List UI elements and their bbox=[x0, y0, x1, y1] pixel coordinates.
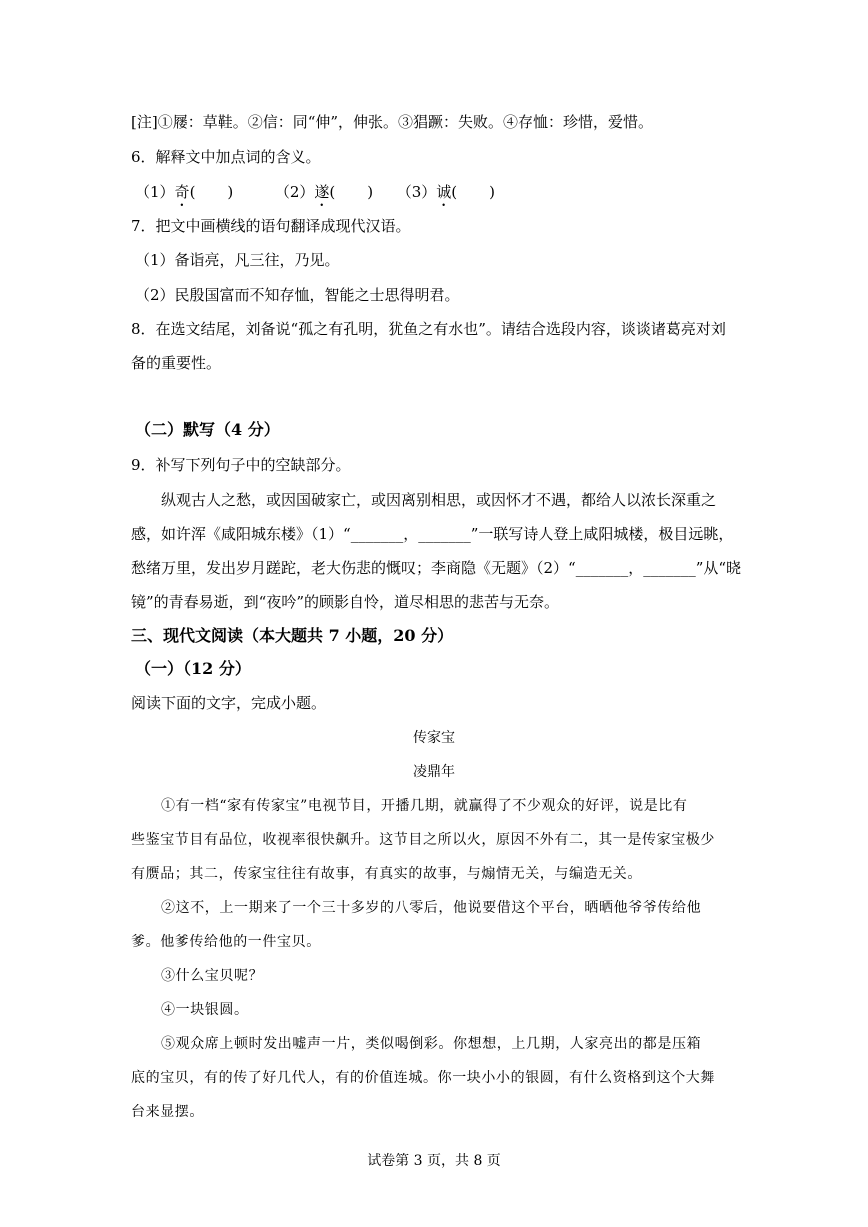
section-heading-moxie: （二）默写（4 分） bbox=[135, 420, 280, 439]
question-6-stem: 6．解释文中加点词的含义。 bbox=[131, 148, 321, 166]
q6-dotted-word-1: 奇 bbox=[174, 183, 190, 201]
article-para-1-line-3: 有赝品；其二，传家宝往往有故事，有真实的故事，与煽情无关，与编造无关。 bbox=[131, 866, 642, 882]
question-8-line-1: 8．在选文结尾，刘备说“孤之有孔明，犹鱼之有水也”。请结合选段内容，谈谈诸葛亮对刘 bbox=[131, 320, 726, 338]
question-7-sentence-1: （1）备诣亮，凡三往，乃见。 bbox=[135, 251, 340, 269]
question-9-para-line-1: 纵观古人之愁，或因国破家亡，或因离别相思，或因怀才不遇，都给人以浓长深重之 bbox=[161, 491, 717, 509]
q6-item-3: （3）诚( ) bbox=[396, 183, 495, 201]
question-9-para-line-3: 愁绪万里，发出岁月蹉跎，老大伤悲的慨叹；李商隐《无题》（2）“_______，_______”从“晓 bbox=[131, 559, 742, 577]
article-title: 传家宝 bbox=[413, 730, 455, 746]
article-para-5-line-1: ⑤观众席上顿时发出嘘声一片，类似喝倒彩。你想想，上几期，人家亮出的都是压箱 bbox=[161, 1036, 702, 1052]
subsection-heading-1: （一）（12 分） bbox=[135, 659, 251, 678]
question-7-sentence-2: （2）民殷国富而不知存恤，智能之士思得明君。 bbox=[135, 286, 460, 304]
article-para-4: ④一块银圆。 bbox=[161, 1002, 249, 1018]
article-para-1-line-1: ①有一档“家有传家宝”电视节目，开播几期，就赢得了不少观众的好评，说是比有 bbox=[161, 798, 688, 814]
q6-item-2: （2）遂( ) bbox=[274, 183, 374, 201]
q6-dotted-word-3: 诚 bbox=[436, 183, 452, 201]
article-para-2-line-1: ②这不，上一期来了一个三十多岁的八零后，他说要借这个平台，晒晒他爷爷传给他 bbox=[161, 900, 702, 916]
question-9-para-line-2: 感，如许浑《咸阳城东楼》（1）“_______，_______”一联写诗人登上咸阳城楼，极目远眺， bbox=[131, 525, 734, 543]
article-author: 凌鼎年 bbox=[413, 764, 455, 780]
article-para-5-line-3: 台来显摆。 bbox=[131, 1104, 204, 1120]
q6-item-1: （1）奇( ) bbox=[135, 183, 234, 201]
article-para-5-line-2: 底的宝贝，有的传了好几代人，有的价值连城。你一块小小的银圆，有什么资格到这个大舞 bbox=[131, 1070, 715, 1086]
reading-instruction: 阅读下面的文字，完成小题。 bbox=[131, 694, 327, 712]
page-footer: 试卷第 3 页，共 8 页 bbox=[367, 1153, 501, 1169]
q6-dotted-word-2: 遂 bbox=[314, 183, 330, 201]
question-6-items bbox=[135, 182, 495, 210]
question-8-line-2: 备的重要性。 bbox=[131, 354, 222, 372]
article-para-1-line-2: 些鉴宝节目有品位，收视率很快飙升。这节目之所以火，原因不外有二，其一是传家宝极少 bbox=[131, 832, 715, 848]
article-para-2-line-2: 爹。他爹传给他的一件宝贝。 bbox=[131, 934, 321, 950]
question-9-para-line-4: 镜”的青春易逝，到“夜吟”的顾影自怜，道尽相思的悲苦与无奈。 bbox=[131, 593, 560, 611]
question-7-stem: 7．把文中画横线的语句翻译成现代汉语。 bbox=[131, 217, 411, 235]
question-9-stem: 9．补写下列句子中的空缺部分。 bbox=[131, 456, 351, 474]
article-para-3: ③什么宝贝呢？ bbox=[161, 968, 264, 984]
annotation-notes: [注]①屦：草鞋。②信：同“伸”，伸张。③猖蹶：失败。④存恤：珍惜，爱惜。 bbox=[131, 113, 654, 131]
section-heading-3: 三、现代文阅读（本大题共 7 小题，20 分） bbox=[131, 626, 454, 645]
